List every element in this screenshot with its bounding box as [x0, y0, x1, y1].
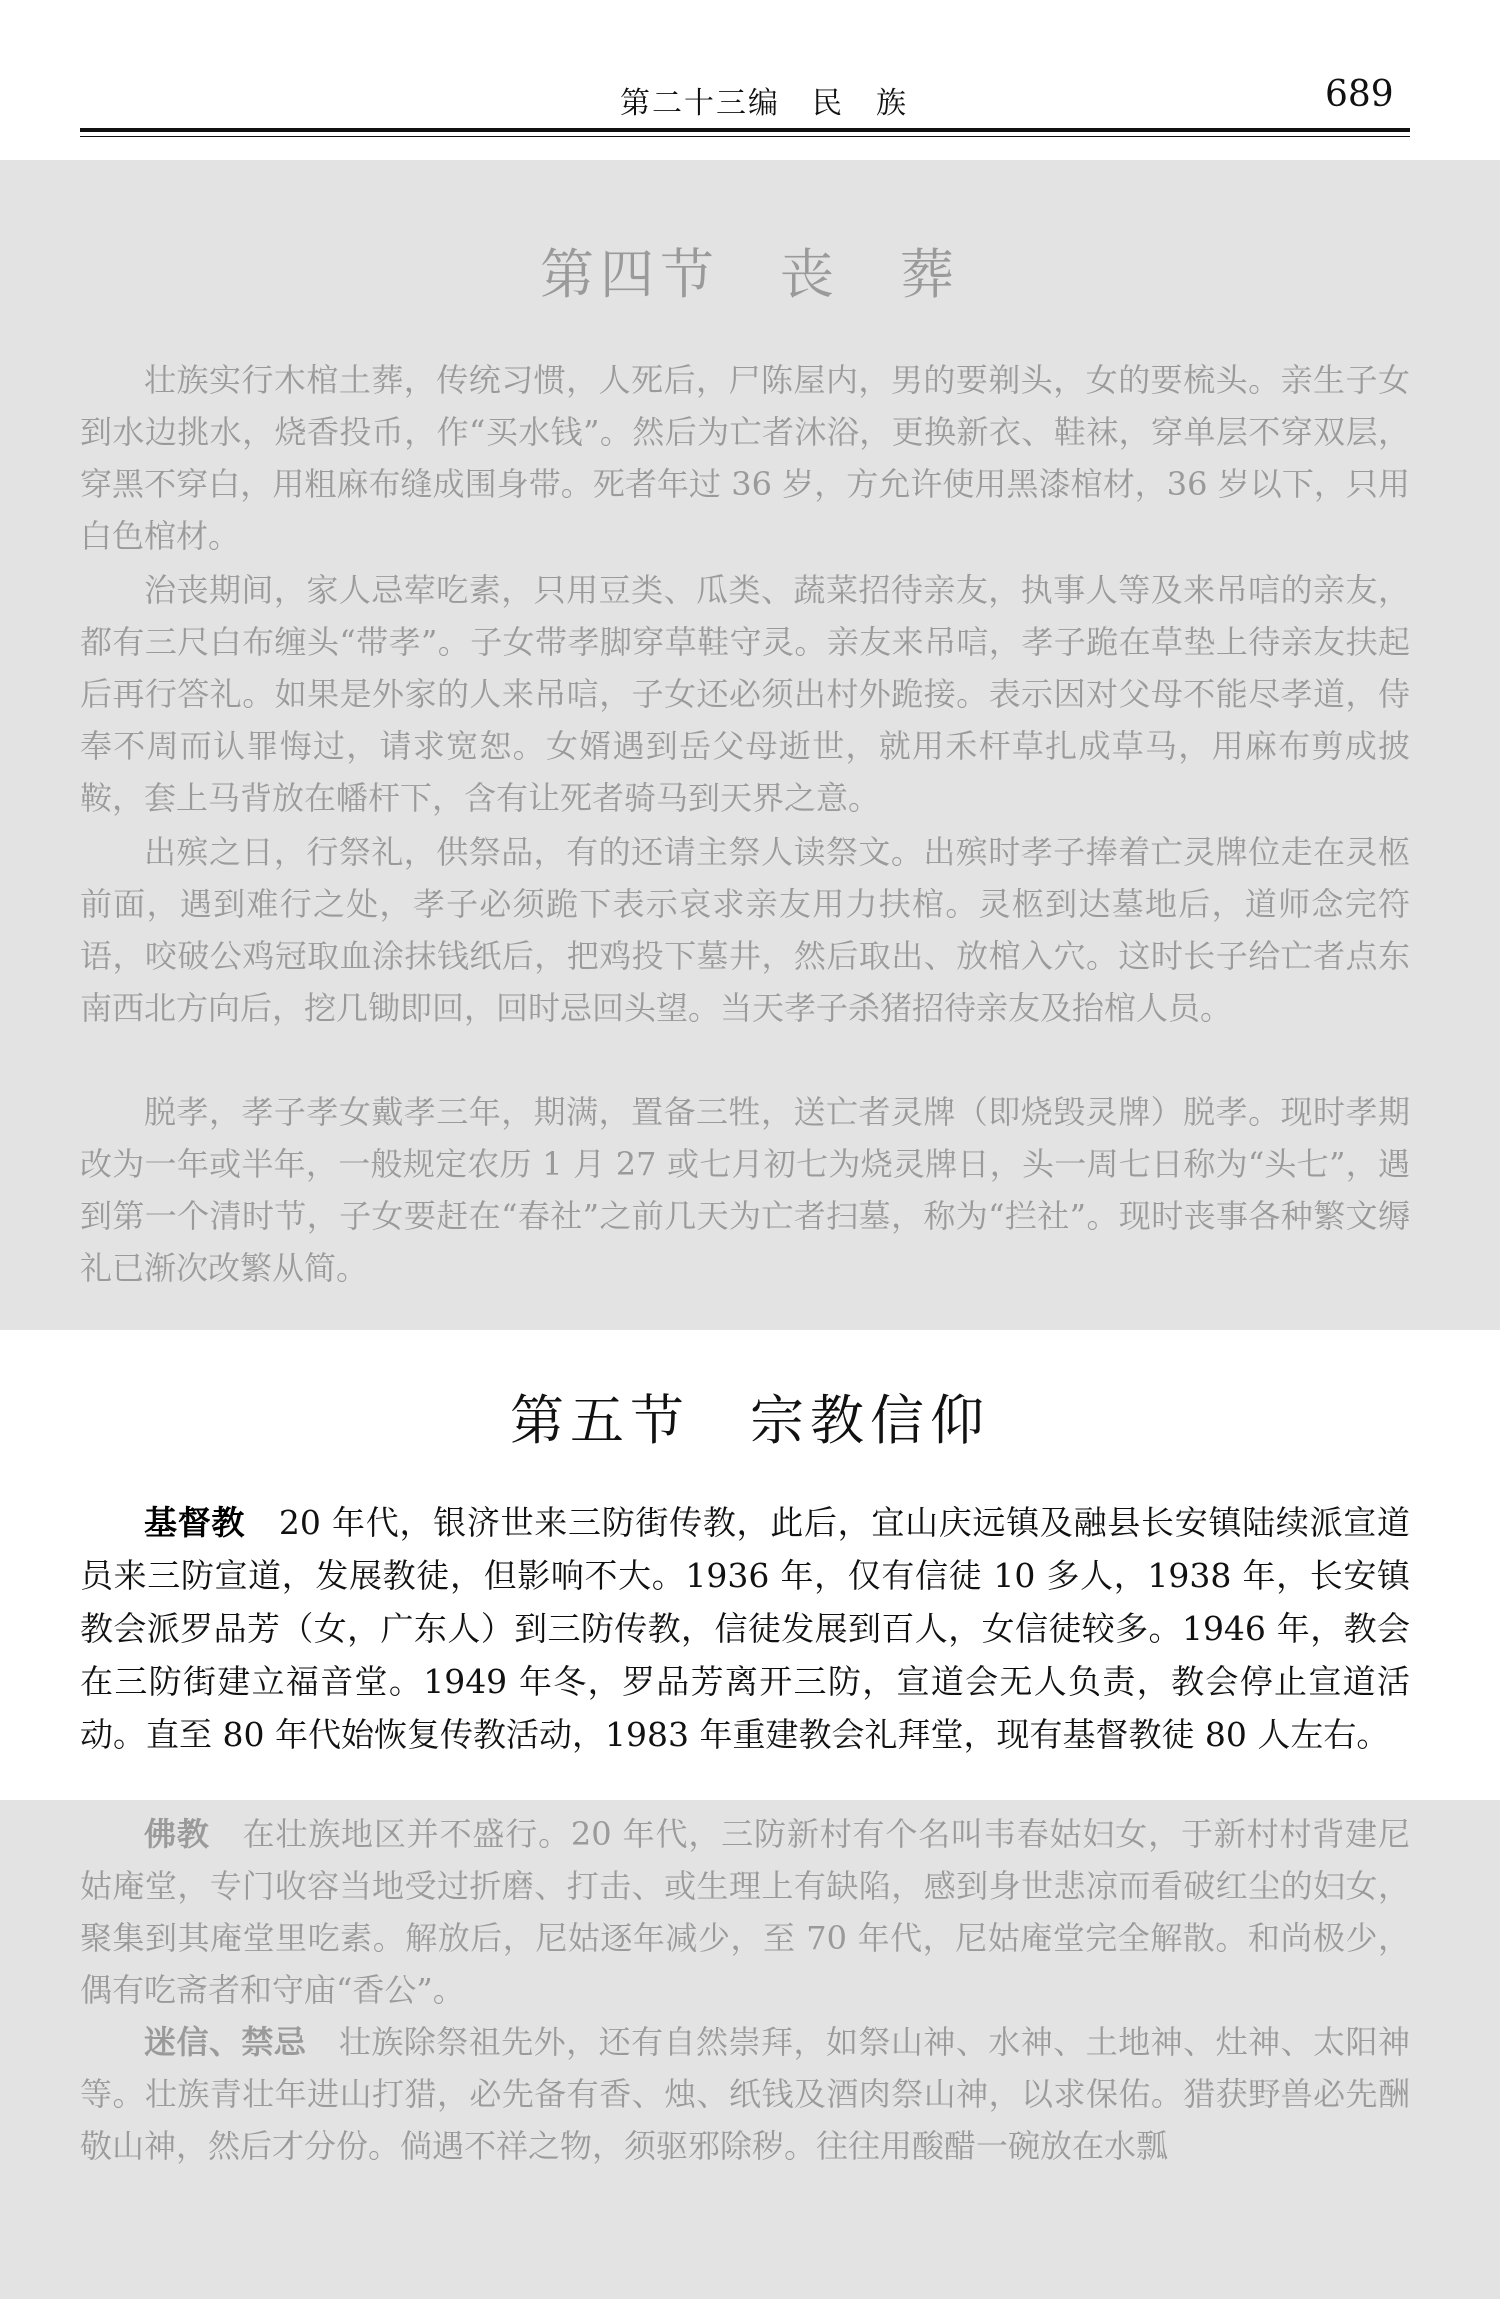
header-rule-thin [80, 136, 1410, 137]
running-title: 第二十三编 民 族 [620, 86, 908, 121]
religion-entry-superstition [80, 2016, 1410, 2172]
header-rule [80, 128, 1410, 132]
section-title-funeral: 第四节 丧 葬 [540, 243, 960, 306]
entry-text: 20 年代，银济世来三防街传教，此后，宜山庆远镇及融县长安镇陆续派宣道员来三防宣道，发展教徒，但影响不大。1936 年，仅有信徒 10 多人，1938 年，长安镇教会派罗品芳（女，广东人）到三防传教，信徒发展到百人，女信徒较多。1946 年，教会在三防街建立福音堂。1949 年冬，罗品芳离开三防，宣道会无人负责，教会停止宣道活动。直至 80 年代始恢复传教活动，1983 年重建教会礼拜堂，现有基督教徒 80 人左右。 [80, 1503, 1411, 1754]
funeral-paragraph: 治丧期间，家人忌荤吃素，只用豆类、瓜类、蔬菜招待亲友，执事人等及来吊唁的亲友，都有三尺白布缠头“带孝”。子女带孝脚穿草鞋守灵。亲友来吊唁，孝子跪在草垫上待亲友扶起后再行答礼。如果是外家的人来吊唁，子女还必须出村外跪接。表示因对父母不能尽孝道，侍奉不周而认罪悔过，请求宽恕。女婿遇到岳父母逝世，就用禾杆草扎成草马，用麻布剪成披鞍，套上马背放在幡杆下，含有让死者骑马到天界之意。 [80, 571, 1410, 817]
page-number: 689 [1325, 74, 1394, 115]
entry-text: 在壮族地区并不盛行。20 年代，三防新村有个名叫韦春姑妇女，于新村村背建尼姑庵堂，专门收容当地受过折磨、打击、或生理上有缺陷，感到身世悲凉而看破红尘的妇女，聚集到其庵堂里吃素。解放后，尼姑逐年减少，至 70 年代，尼姑庵堂完全解散。和尚极少，偶有吃斋者和守庙“香公”。 [80, 1815, 1410, 2009]
page-header [0, 0, 1500, 160]
religion-entry-buddhism [80, 1808, 1410, 2016]
entry-text: 壮族除祭祖先外，还有自然崇拜，如祭山神、水神、土地神、灶神、太阳神等。壮族青壮年进山打猎，必先备有香、烛、纸钱及酒肉祭山神，以求保佑。猎获野兽必先酬敬山神，然后才分份。倘遇不祥之物，须驱邪除秽。往往用酸醋一碗放在水瓢 [80, 2023, 1410, 2165]
entry-term: 基督教 [144, 1503, 246, 1542]
entry-term: 佛教 [144, 1815, 210, 1853]
funeral-paragraph: 脱孝，孝子孝女戴孝三年，期满，置备三牲，送亡者灵牌（即烧毁灵牌）脱孝。现时孝期改为一年或半年，一般规定农历 1 月 27 或七月初七为烧灵牌日，头一周七日称为“头七”，遇到第一个清时节，子女要赶在“春社”之前几天为亡者扫墓，称为“拦社”。现时丧事各种繁文缛礼已渐次改繁从简。 [80, 1093, 1410, 1287]
funeral-paragraph: 出殡之日，行祭礼，供祭品，有的还请主祭人读祭文。出殡时孝子捧着亡灵牌位走在灵柩前面，遇到难行之处，孝子必须跪下表示哀求亲友用力扶棺。灵柩到达墓地后，道师念完符语，咬破公鸡冠取血涂抹钱纸后，把鸡投下墓井，然后取出、放棺入穴。这时长子给亡者点东南西北方向后，挖几锄即回，回时忌回头望。当天孝子杀猪招待亲友及抬棺人员。 [80, 833, 1410, 1027]
religion-entry-christianity [80, 1496, 1410, 1761]
entry-term: 迷信、禁忌 [144, 2023, 307, 2061]
funeral-paragraph: 壮族实行木棺土葬，传统习惯，人死后，尸陈屋内，男的要剃头，女的要梳头。亲生子女到水边挑水，烧香投币，作“买水钱”。然后为亡者沐浴，更换新衣、鞋袜，穿单层不穿双层，穿黑不穿白，用粗麻布缝成围身带。死者年过 36 岁，方允许使用黑漆棺材，36 岁以下，只用白色棺材。 [80, 361, 1410, 555]
section-title-religion: 第五节 宗教信仰 [510, 1389, 990, 1452]
